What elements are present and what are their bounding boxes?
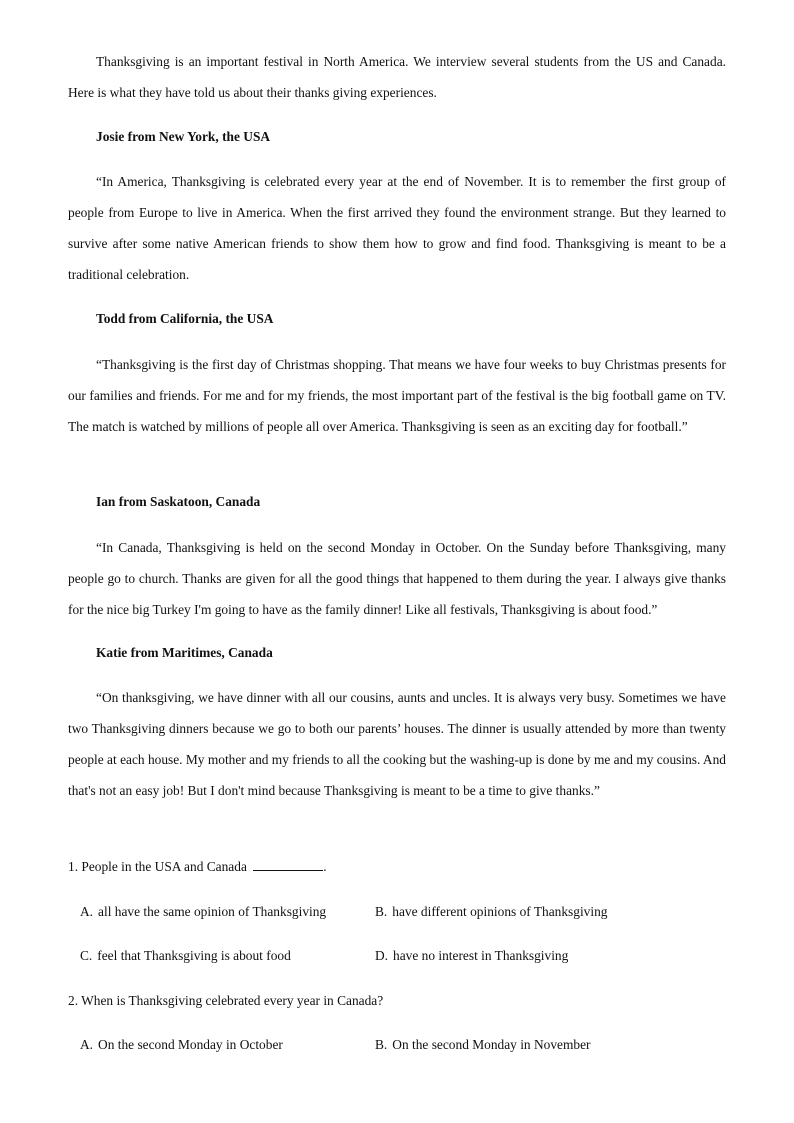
answer-blank <box>253 858 323 871</box>
question-1-option-d <box>375 946 568 966</box>
option-text: On the second Monday in October <box>98 1037 283 1052</box>
question-1-stem-end: . <box>323 859 327 874</box>
option-letter: B. <box>375 1037 388 1052</box>
option-letter: A. <box>80 1037 94 1052</box>
option-letter: B. <box>375 904 388 919</box>
question-1-option-a <box>80 902 326 922</box>
question-1-option-b <box>375 902 608 922</box>
option-text: On the second Monday in November <box>392 1037 591 1052</box>
question-2-stem: 2. When is Thanksgiving celebrated every year in Canada? <box>68 993 384 1008</box>
option-text: feel that Thanksgiving is about food <box>97 948 291 963</box>
intro-paragraph: Thanksgiving is an important festival in North America. We interview several students from the US and Canada. Here is what they have told us about their thanks giving experiences. <box>68 54 726 100</box>
question-1-option-c <box>80 946 291 966</box>
section-heading-ian: Ian from Saskatoon, Canada <box>96 494 261 509</box>
section-text-josie: “In America, Thanksgiving is celebrated every year at the end of November. It is to remember the first group of people from Europe to live in America. When the first arrived they found the environment strange. But they learned to survive after some native American friends to show them how to grow and find food. Thanksgiving is meant to be a traditional celebration. <box>68 174 726 282</box>
option-text: all have the same opinion of Thanksgiving <box>98 904 327 919</box>
option-text: have different opinions of Thanksgiving <box>392 904 608 919</box>
section-heading-josie: Josie from New York, the USA <box>96 129 271 144</box>
section-text-katie: “On thanksgiving, we have dinner with all our cousins, aunts and uncles. It is always very busy. Sometimes we have two Thanksgiving dinners because we go to both our parents’ houses. The dinner is usually attended by more than twenty people at each house. My mother and my friends to all the cooking but the washing-up is done by me and my cousins. And that's not an easy job! But I don't mind because Thanksgiving is meant to be a time to give thanks.” <box>68 690 726 798</box>
question-1 <box>68 857 327 877</box>
option-letter: D. <box>375 948 389 963</box>
section-heading-todd: Todd from California, the USA <box>96 311 274 326</box>
question-2-option-b <box>375 1035 591 1055</box>
question-2 <box>68 991 383 1011</box>
option-letter: C. <box>80 948 93 963</box>
question-1-stem: 1. People in the USA and Canada <box>68 859 247 874</box>
option-text: have no interest in Thanksgiving <box>393 948 569 963</box>
question-2-option-a <box>80 1035 283 1055</box>
section-text-todd: “Thanksgiving is the first day of Christmas shopping. That means we have four weeks to buy Christmas presents for our families and friends. For me and for my friends, the most important part of the festival is the big football game on TV. The match is watched by millions of people all over America. Thanksgiving is seen as an exciting day for football.” <box>68 357 726 434</box>
section-heading-katie: Katie from Maritimes, Canada <box>96 645 273 660</box>
option-letter: A. <box>80 904 94 919</box>
section-text-ian: “In Canada, Thanksgiving is held on the second Monday in October. On the Sunday before Thanksgiving, many people go to church. Thanks are given for all the good things that happened to them during the year. I always give thanks for the nice big Turkey I'm going to have as the family dinner! Like all festivals, Thanksgiving is about food.” <box>68 540 726 617</box>
